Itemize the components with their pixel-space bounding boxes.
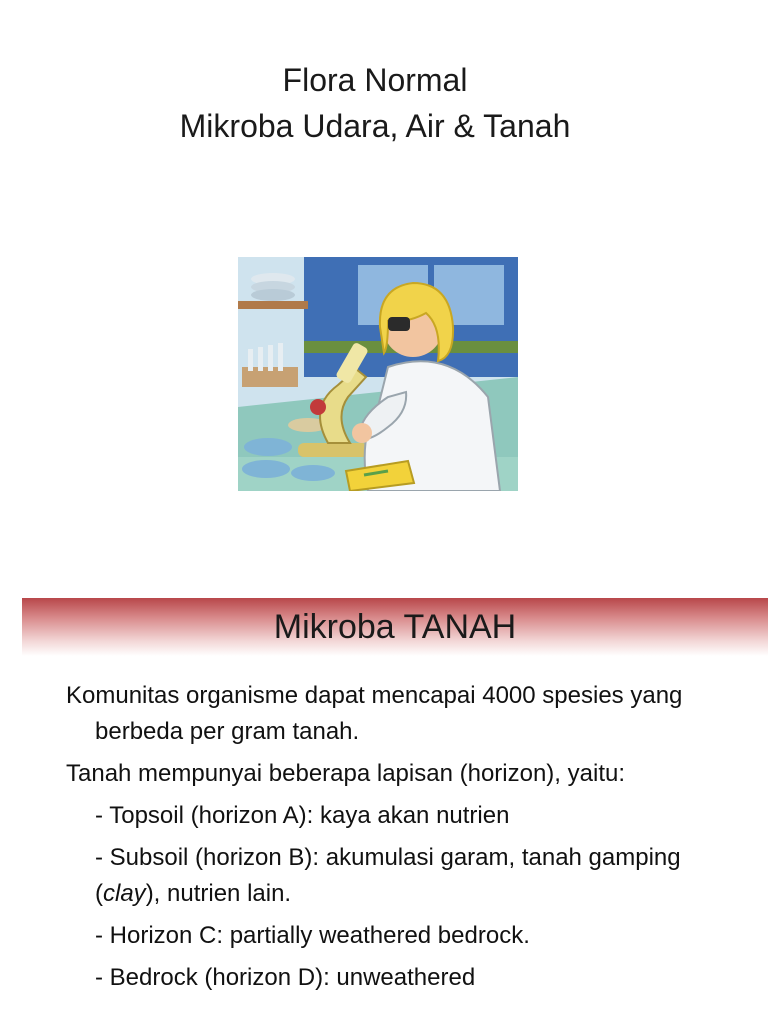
list-item-topsoil: - Topsoil (horizon A): kaya akan nutrien: [95, 802, 510, 829]
subsoil-text-start: - Subsoil (horizon B): akumulasi garam, tanah gamping (: [95, 844, 681, 907]
slide-body: [66, 678, 746, 1002]
scientist-microscope-illustration: [238, 257, 518, 491]
clay-term: clay: [103, 880, 146, 907]
list-item-horizon-c: - Horizon C: partially weathered bedrock.: [95, 922, 530, 949]
slide-title: Mikroba TANAH: [273, 608, 517, 646]
list-item-bedrock: - Bedrock (horizon D): unweathered: [95, 964, 476, 991]
slide-title-line-2: Mikroba Udara, Air & Tanah: [179, 108, 571, 144]
paragraph-2: Tanah mempunyai beberapa lapisan (horizon), yaitu:: [66, 760, 625, 787]
paragraph-1: Komunitas organisme dapat mencapai 4000 spesies yang berbeda per gram tanah.: [66, 682, 683, 745]
subsoil-text-end: ), nutrien lain.: [145, 880, 292, 907]
list-item-subsoil: [66, 840, 746, 912]
content-slide: [22, 598, 768, 1024]
slide-title-line-1: Flora Normal: [282, 62, 468, 98]
